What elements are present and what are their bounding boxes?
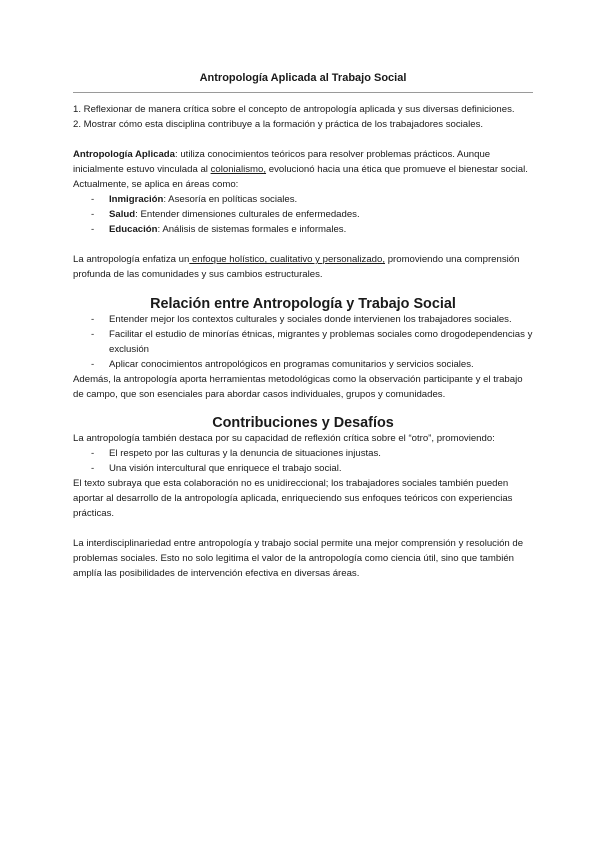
document-title: Antropología Aplicada al Trabajo Social [199,72,407,84]
relation-closing: Además, la antropología aporta herramientas metodológicas como la observación participante y el trabajo de campo, que son esenciales para abordar casos individuales, grupos y comunidades. [73,374,523,400]
definition-term: Antropología Aplicada [73,149,175,160]
objective-item: 1. Reflexionar de manera crítica sobre el concepto de antropología aplicada y sus diversas definiciones. [73,104,515,115]
area-desc: : Asesoría en políticas sociales. [163,194,298,205]
relation-section [73,297,533,402]
relation-item: - Entender mejor los contextos culturales y sociales donde intervienen los trabajadores sociales. [73,312,533,327]
contributions-list [73,446,533,476]
title-divider [73,92,533,93]
area-desc: : Entender dimensiones culturales de enfermedades. [135,209,360,220]
relation-item: - Facilitar el estudio de minorías étnicas, migrantes y problemas sociales como drogodependencias y exclusión [73,327,533,357]
contributions-closing: El texto subraya que esta colaboración no es unidireccional; los trabajadores sociales también pueden aportar al desarrollo de la antropología aplicada, enriqueciendo sus enfoques teóricos con experiencias prácticas. [73,478,513,519]
contributions-intro: La antropología también destaca por su capacidad de reflexión crítica sobre el “otro”, promoviendo: [73,433,495,444]
contribution-item: - Una visión intercultural que enriquece el trabajo social. [73,461,533,476]
contribution-item: - El respeto por las culturas y la denuncia de situaciones injustas. [73,446,533,461]
area-name: Inmigración [109,194,164,205]
contributions-heading: Contribuciones y Desafíos [212,415,394,431]
emphasis-underlined: enfoque holístico, cualitativo y personalizado, [189,254,386,265]
definition-section [73,147,533,237]
area-desc: : Análisis de sistemas formales e informales. [157,224,347,235]
area-name: Educación [109,224,158,235]
areas-list [73,192,533,237]
objectives-list [73,102,533,132]
area-item [73,207,533,222]
emphasis-paragraph [73,252,533,282]
area-name: Salud [109,209,136,220]
relation-item: - Aplicar conocimientos antropológicos en programas comunitarios y servicios sociales. [73,357,533,372]
objective-item: 2. Mostrar cómo esta disciplina contribuye a la formación y práctica de los trabajadores sociales. [73,119,484,130]
definition-text-a: : utiliza conocimientos teóricos para resolver problemas prácticos. Aunque inicialmente estuvo vinculada al [73,149,491,175]
emphasis-text-b: promoviendo una comprensión profunda de las comunidades y sus cambios estructurales. [73,254,520,280]
definition-text-b: evolucionó hacia una ética que promueve el bienestar social. Actualmente, se aplica en áreas como: [73,164,528,190]
contributions-section [73,416,533,521]
relation-heading: Relación entre Antropología y Trabajo Social [150,296,456,312]
document-page [73,70,533,581]
colonialismo-link[interactable]: colonialismo, [210,164,267,175]
area-item [73,222,533,237]
area-item [73,192,533,207]
emphasis-text-a: La antropología enfatiza un [73,254,190,265]
relation-list [73,312,533,372]
definition-paragraph [73,147,533,192]
conclusion-paragraph: La interdisciplinariedad entre antropología y trabajo social permite una mejor comprensión y resolución de problemas sociales. Esto no solo legitima el valor de la antropología como ciencia útil, sino que también amplía las posibilidades de intervención efectiva en diversas áreas. [73,538,524,579]
